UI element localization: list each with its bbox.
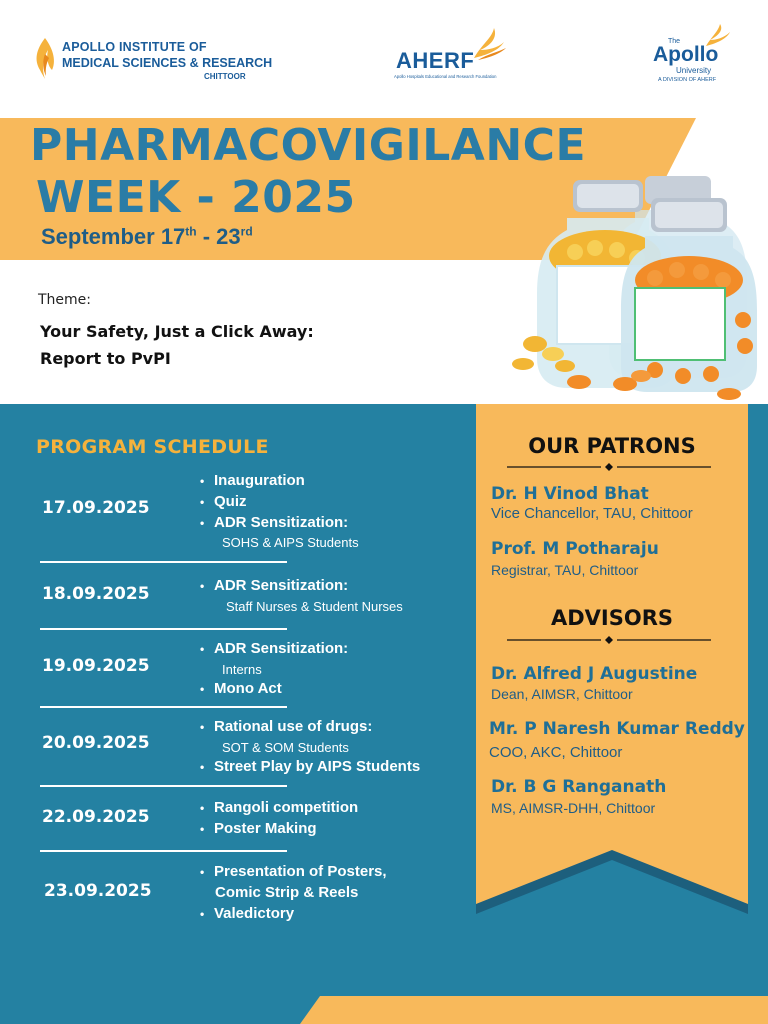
schedule-divider xyxy=(40,628,287,630)
institute-name-line2: MEDICAL SCIENCES & RESEARCH xyxy=(62,56,273,70)
event-dates: September 17th - 23rd xyxy=(41,224,253,249)
header xyxy=(0,0,768,118)
event-title-line2: WEEK - 2025 xyxy=(36,172,356,223)
advisor-role: Dean, AIMSR, Chittoor xyxy=(491,686,633,702)
schedule-item: • ADR Sensitization: xyxy=(200,577,349,594)
schedule-divider xyxy=(40,706,287,708)
advisor-role: MS, AIMSR-DHH, Chittoor xyxy=(491,800,656,816)
schedule-item: • ADR Sensitization: xyxy=(200,514,349,531)
schedule-item: • ADR Sensitization: xyxy=(200,640,349,657)
apollo-university-logo xyxy=(650,24,740,84)
advisor-name: Mr. P Naresh Kumar Reddy xyxy=(489,719,745,739)
schedule-item: • Street Play by AIPS Students xyxy=(200,758,421,775)
schedule-item: • Mono Act xyxy=(200,680,282,697)
schedule-item-note: SOHS & AIPS Students xyxy=(222,535,359,550)
schedule-item-note: Staff Nurses & Student Nurses xyxy=(226,599,403,614)
university-the: The xyxy=(668,38,681,45)
schedule-item: • Rangoli competition xyxy=(200,799,359,816)
schedule-item: • Inauguration xyxy=(200,472,305,489)
theme-text xyxy=(40,318,314,372)
aherf-name: AHERF xyxy=(396,48,475,73)
schedule-item: • Quiz xyxy=(200,493,247,510)
schedule-item-note: SOT & SOM Students xyxy=(222,740,349,755)
schedule-divider xyxy=(40,785,287,787)
schedule-date: 23.09.2025 xyxy=(44,881,152,901)
flame-logo-icon xyxy=(32,36,58,80)
ornament-divider-icon xyxy=(507,463,711,471)
patron-name: Prof. M Potharaju xyxy=(491,539,659,559)
schedule-date: 18.09.2025 xyxy=(42,584,150,604)
advisor-role: COO, AKC, Chittoor xyxy=(489,744,623,761)
schedule-item: • Presentation of Posters, xyxy=(200,863,387,880)
patron-name: Dr. H Vinod Bhat xyxy=(491,484,649,504)
theme-line1: Your Safety, Just a Click Away: xyxy=(40,322,314,341)
event-title-line1: PHARMACOVIGILANCE xyxy=(30,120,587,171)
aherf-logo xyxy=(394,28,514,82)
schedule-item: • Valedictory xyxy=(200,905,295,922)
schedule-item: Comic Strip & Reels xyxy=(215,884,359,901)
program-schedule-heading: PROGRAM SCHEDULE xyxy=(36,436,269,458)
schedule-divider xyxy=(40,850,287,852)
schedule-date: 22.09.2025 xyxy=(42,807,150,827)
schedule-item: • Rational use of drugs: xyxy=(200,718,373,735)
bottom-accent-stripe xyxy=(300,996,768,1024)
university-division: A DIVISION OF AHERF xyxy=(658,77,717,83)
university-name: Apollo xyxy=(653,43,719,66)
ornament-divider-icon xyxy=(507,636,711,644)
institute-name-line1: APOLLO INSTITUTE OF xyxy=(62,40,207,54)
schedule-item-note: Interns xyxy=(222,662,262,677)
aherf-subtitle: Apollo Hospitals Educational and Research Foundation xyxy=(394,74,497,79)
theme-line2: Report to PvPI xyxy=(40,349,171,368)
theme-label: Theme: xyxy=(38,292,92,308)
patrons-heading: OUR PATRONS xyxy=(528,434,696,458)
pill-bottles-illustration xyxy=(505,170,760,402)
schedule-date: 19.09.2025 xyxy=(42,656,150,676)
patron-role: Registrar, TAU, Chittoor xyxy=(491,562,639,578)
schedule-item: • Poster Making xyxy=(200,820,317,837)
schedule-date: 20.09.2025 xyxy=(42,733,150,753)
institute-city: CHITTOOR xyxy=(204,72,246,81)
patrons-ribbon-background xyxy=(476,404,748,914)
university-word: University xyxy=(676,66,712,75)
advisor-name: Dr. B G Ranganath xyxy=(491,777,667,797)
advisor-name: Dr. Alfred J Augustine xyxy=(491,664,698,684)
patron-role: Vice Chancellor, TAU, Chittoor xyxy=(491,505,693,522)
schedule-date: 17.09.2025 xyxy=(42,498,150,518)
schedule-divider xyxy=(40,561,287,563)
aimsr-logo xyxy=(32,36,272,82)
advisors-heading: ADVISORS xyxy=(550,606,674,630)
